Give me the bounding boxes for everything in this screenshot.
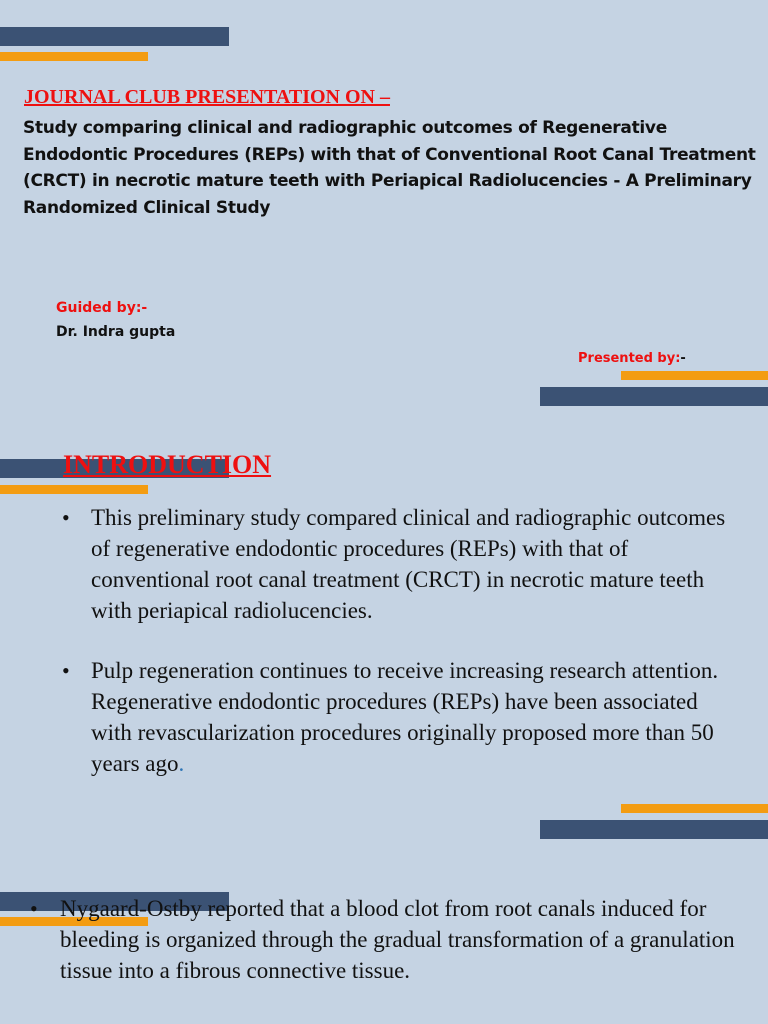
intro-bullet-2-trailing-dot: . bbox=[178, 751, 185, 776]
introduction-heading-text: INTRODUCTION bbox=[63, 450, 272, 479]
intro-bullet-2-text-wrap bbox=[91, 655, 742, 779]
intro-bullet-2-text: Pulp regeneration continues to receive increasing research attention. Regenerative endodontic procedures (REPs) have been associated with revascularization procedures originally proposed more than 50 years ago bbox=[91, 658, 719, 776]
guided-by-label: Guided by:- bbox=[56, 300, 148, 316]
intro-bullet-3 bbox=[30, 893, 760, 986]
accent-bar-orange-top-left bbox=[0, 52, 148, 61]
presented-by-text: Presented by: bbox=[578, 351, 681, 366]
presented-by-suffix: - bbox=[680, 351, 686, 366]
bullet-icon: • bbox=[62, 505, 70, 530]
introduction-heading bbox=[63, 450, 271, 480]
accent-bar-navy-top-left bbox=[0, 27, 229, 46]
accent-bar-navy-right-1 bbox=[540, 387, 768, 406]
guide-name: Dr. Indra gupta bbox=[56, 324, 176, 340]
accent-bar-orange-right-1 bbox=[621, 371, 768, 380]
intro-bullet-3-text: Nygaard-Ostby reported that a blood clot from root canals induced for bleeding is organized through the gradual transformation of a granulation tissue into a fibrous connective tissue. bbox=[60, 896, 735, 983]
intro-bullet-1-text: This preliminary study compared clinical and radiographic outcomes of regenerative endodontic procedures (REPs) with that of conventional root canal treatment (CRCT) in necrotic mature teeth with periapical radiolucencies. bbox=[91, 505, 726, 623]
intro-bullet-1 bbox=[62, 502, 742, 626]
intro-bullet-2 bbox=[62, 655, 742, 779]
presented-by-label bbox=[578, 351, 686, 366]
journal-club-title: JOURNAL CLUB PRESENTATION ON – bbox=[24, 86, 390, 108]
study-title: Study comparing clinical and radiographic outcomes of Regenerative Endodontic Procedures (REPs) with that of Conventional Root Canal Treatment (CRCT) in necrotic mature teeth with Periapical Radiolucencies - A Preliminary Randomized Clinical Study bbox=[23, 118, 756, 218]
accent-bar-orange-right-2 bbox=[621, 804, 768, 813]
bullet-icon: • bbox=[62, 658, 70, 683]
accent-bar-orange-left-2 bbox=[0, 485, 148, 494]
bullet-icon: • bbox=[30, 896, 38, 921]
accent-bar-navy-right-2 bbox=[540, 820, 768, 839]
